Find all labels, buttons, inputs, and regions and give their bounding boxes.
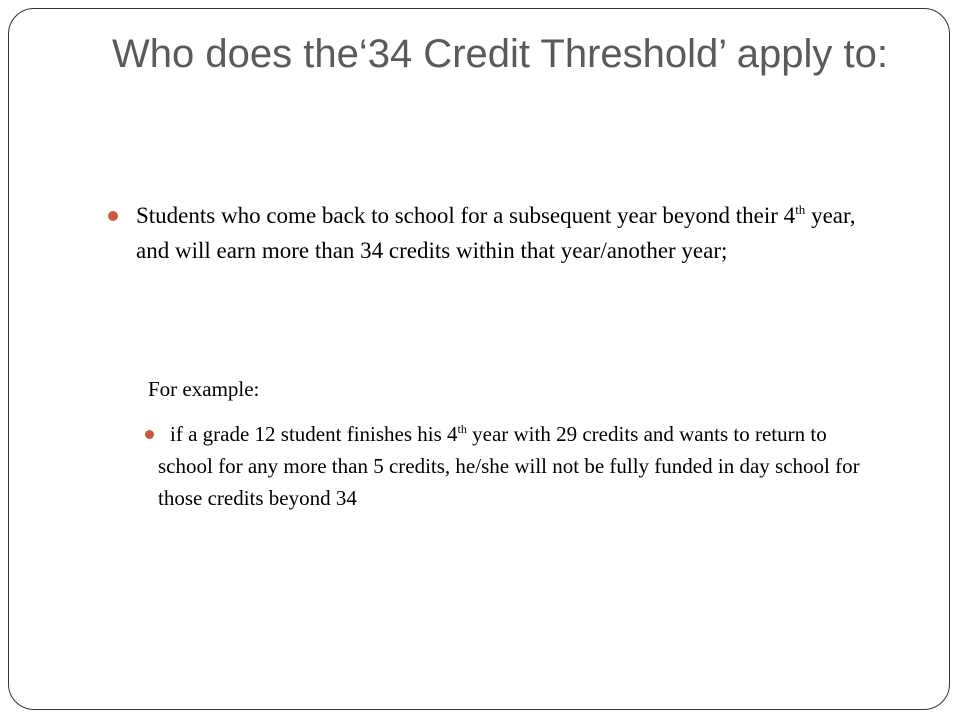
sub-bullet-text — [158, 418, 886, 514]
slide-title: Who does the‘34 Credit Threshold’ apply to: — [112, 32, 888, 76]
sub-bullet-part2: year with 29 credits and wants to return to school for any more than 5 credits, he/she will not be fully funded in day school for those credits beyond 34 — [158, 422, 860, 510]
sub-bullet-superscript: th — [457, 422, 467, 436]
main-bullet-part1: Students who come back to school for a subsequent year beyond their 4 — [136, 203, 796, 228]
example-label: For example: — [148, 377, 260, 401]
main-bullet-text — [136, 198, 876, 268]
sub-bullet-marker — [145, 430, 154, 439]
main-bullet-part2: year, and will earn more than 34 credits within that year/another year; — [136, 203, 856, 263]
main-bullet-superscript: th — [795, 202, 806, 217]
sub-bullet-part1: if a grade 12 student finishes his 4 — [170, 422, 458, 446]
bullet-marker — [108, 211, 118, 221]
